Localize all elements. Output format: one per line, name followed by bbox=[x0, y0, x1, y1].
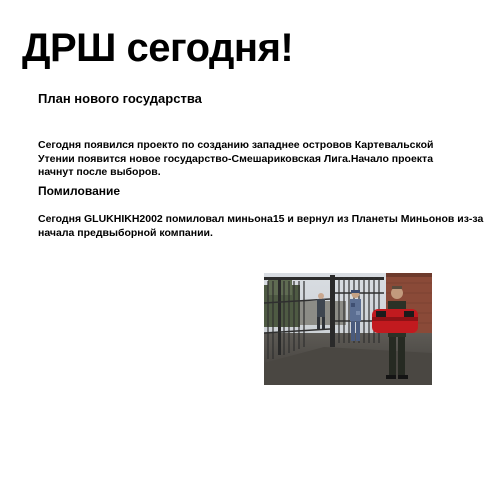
article-pardon-text: Сегодня GLUKHIKH2002 помиловал миньона15 и вернул из Планеты Миньонов из-за начала предвыборной компании. bbox=[38, 213, 484, 239]
page-title: ДРШ сегодня! bbox=[22, 26, 294, 70]
section-heading-pardon: Помилование bbox=[38, 184, 121, 198]
section-heading-new-state: План нового государства bbox=[38, 91, 202, 106]
prison-gate-photo bbox=[264, 273, 432, 385]
article-new-state-text: Сегодня появился проекто по созданию западнее островов Картевальской Утении появится новое государство-Смешариковская Лига.Начало проекта начнут после выборов. bbox=[38, 139, 434, 178]
